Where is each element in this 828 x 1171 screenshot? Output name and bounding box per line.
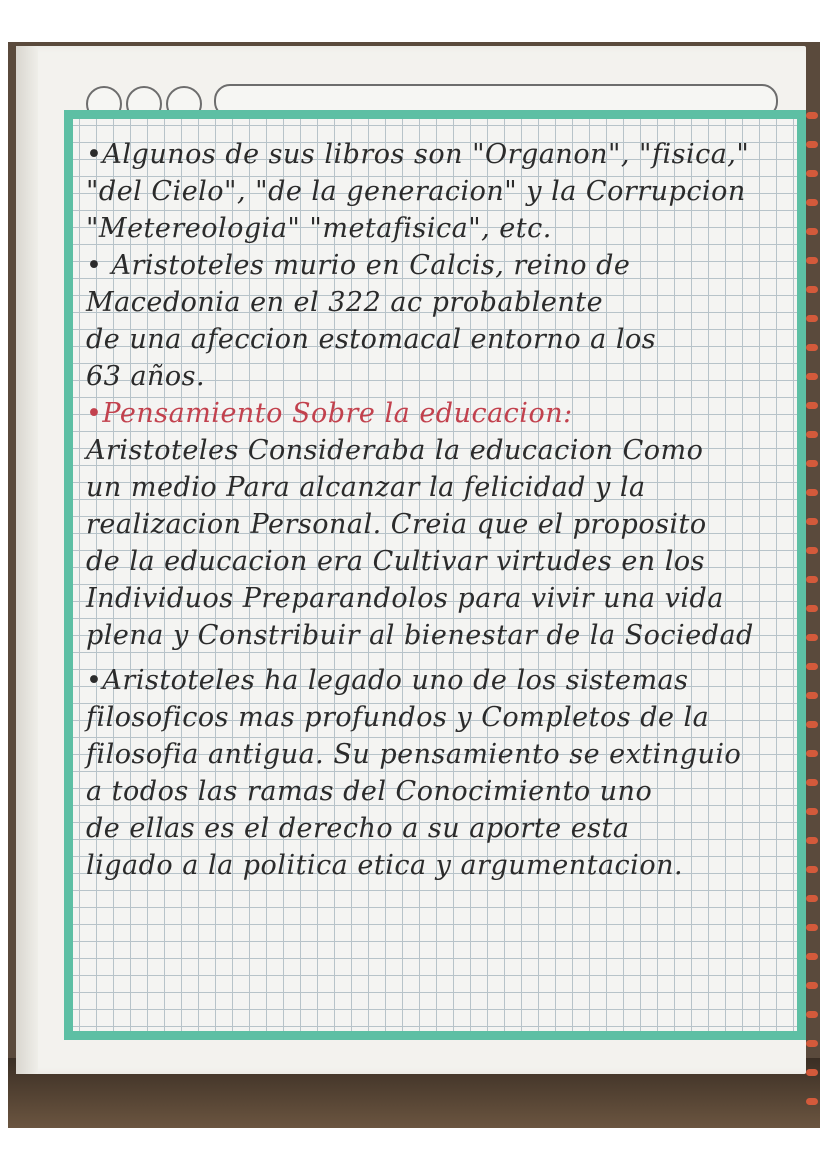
spiral-ring [806,663,818,670]
text-line: 63 años. [86,361,206,392]
spiral-ring [806,924,818,931]
notebook-page [16,46,806,1074]
spiral-ring [806,489,818,496]
text-line: filosoficos mas profundos y Completos de la [86,702,710,733]
page-edge [16,46,38,1074]
spiral-ring [806,373,818,380]
spiral-ring [806,837,818,844]
text-line: "del Cielo", "de la generacion" y la Corrupcion [86,176,746,207]
spiral-ring [806,112,818,119]
spiral-ring [806,779,818,786]
spiral-ring [806,1069,818,1076]
notebook-photo [8,42,820,1128]
spiral-ring [806,808,818,815]
spiral-ring [806,170,818,177]
text-line: ligado a la politica etica y argumentacion. [86,850,684,881]
text-line: de una afeccion estomacal entorno a los [86,324,657,355]
spiral-binding [806,42,820,1128]
handwritten-text [86,136,786,884]
text-line: un medio Para alcanzar la felicidad y la [86,472,646,503]
text-line: •Aristoteles ha legado uno de los sistemas [86,665,689,696]
spiral-ring [806,982,818,989]
spiral-ring [806,257,818,264]
spiral-ring [806,750,818,757]
spiral-ring [806,895,818,902]
text-line: Aristoteles Consideraba la educacion Como [86,435,704,466]
spiral-ring [806,431,818,438]
spiral-ring [806,866,818,873]
text-line: de la educacion era Cultivar virtudes en los [86,546,706,577]
text-line: a todos las ramas del Conocimiento uno [86,776,653,807]
text-line: "Metereologia" "metafisica", etc. [86,213,552,244]
spiral-ring [806,1011,818,1018]
text-line: Individuos Preparandolos para vivir una vida [86,583,724,614]
spiral-ring [806,402,818,409]
text-line: filosofia antigua. Su pensamiento se extinguio [86,739,742,770]
spiral-ring [806,953,818,960]
text-line: de ellas es el derecho a su aporte esta [86,813,630,844]
spiral-ring [806,228,818,235]
section-heading: •Pensamiento Sobre la educacion: [86,398,573,429]
spiral-ring [806,576,818,583]
spiral-ring [806,1040,818,1047]
text-line: plena y Constribuir al bienestar de la Sociedad [86,620,754,651]
spiral-ring [806,547,818,554]
text-line: •Algunos de sus libros son "Organon", "fisica," [86,139,750,170]
spiral-ring [806,460,818,467]
spiral-ring [806,199,818,206]
spiral-ring [806,315,818,322]
spiral-ring [806,721,818,728]
spiral-ring [806,605,818,612]
spiral-ring [806,518,818,525]
spiral-ring [806,344,818,351]
text-line: Macedonia en el 322 ac probablente [86,287,604,318]
text-line: realizacion Personal. Creia que el proposito [86,509,707,540]
spiral-ring [806,141,818,148]
spiral-ring [806,692,818,699]
spiral-ring [806,286,818,293]
spiral-ring [806,1098,818,1105]
text-line: • Aristoteles murio en Calcis, reino de [86,250,631,281]
spiral-ring [806,634,818,641]
